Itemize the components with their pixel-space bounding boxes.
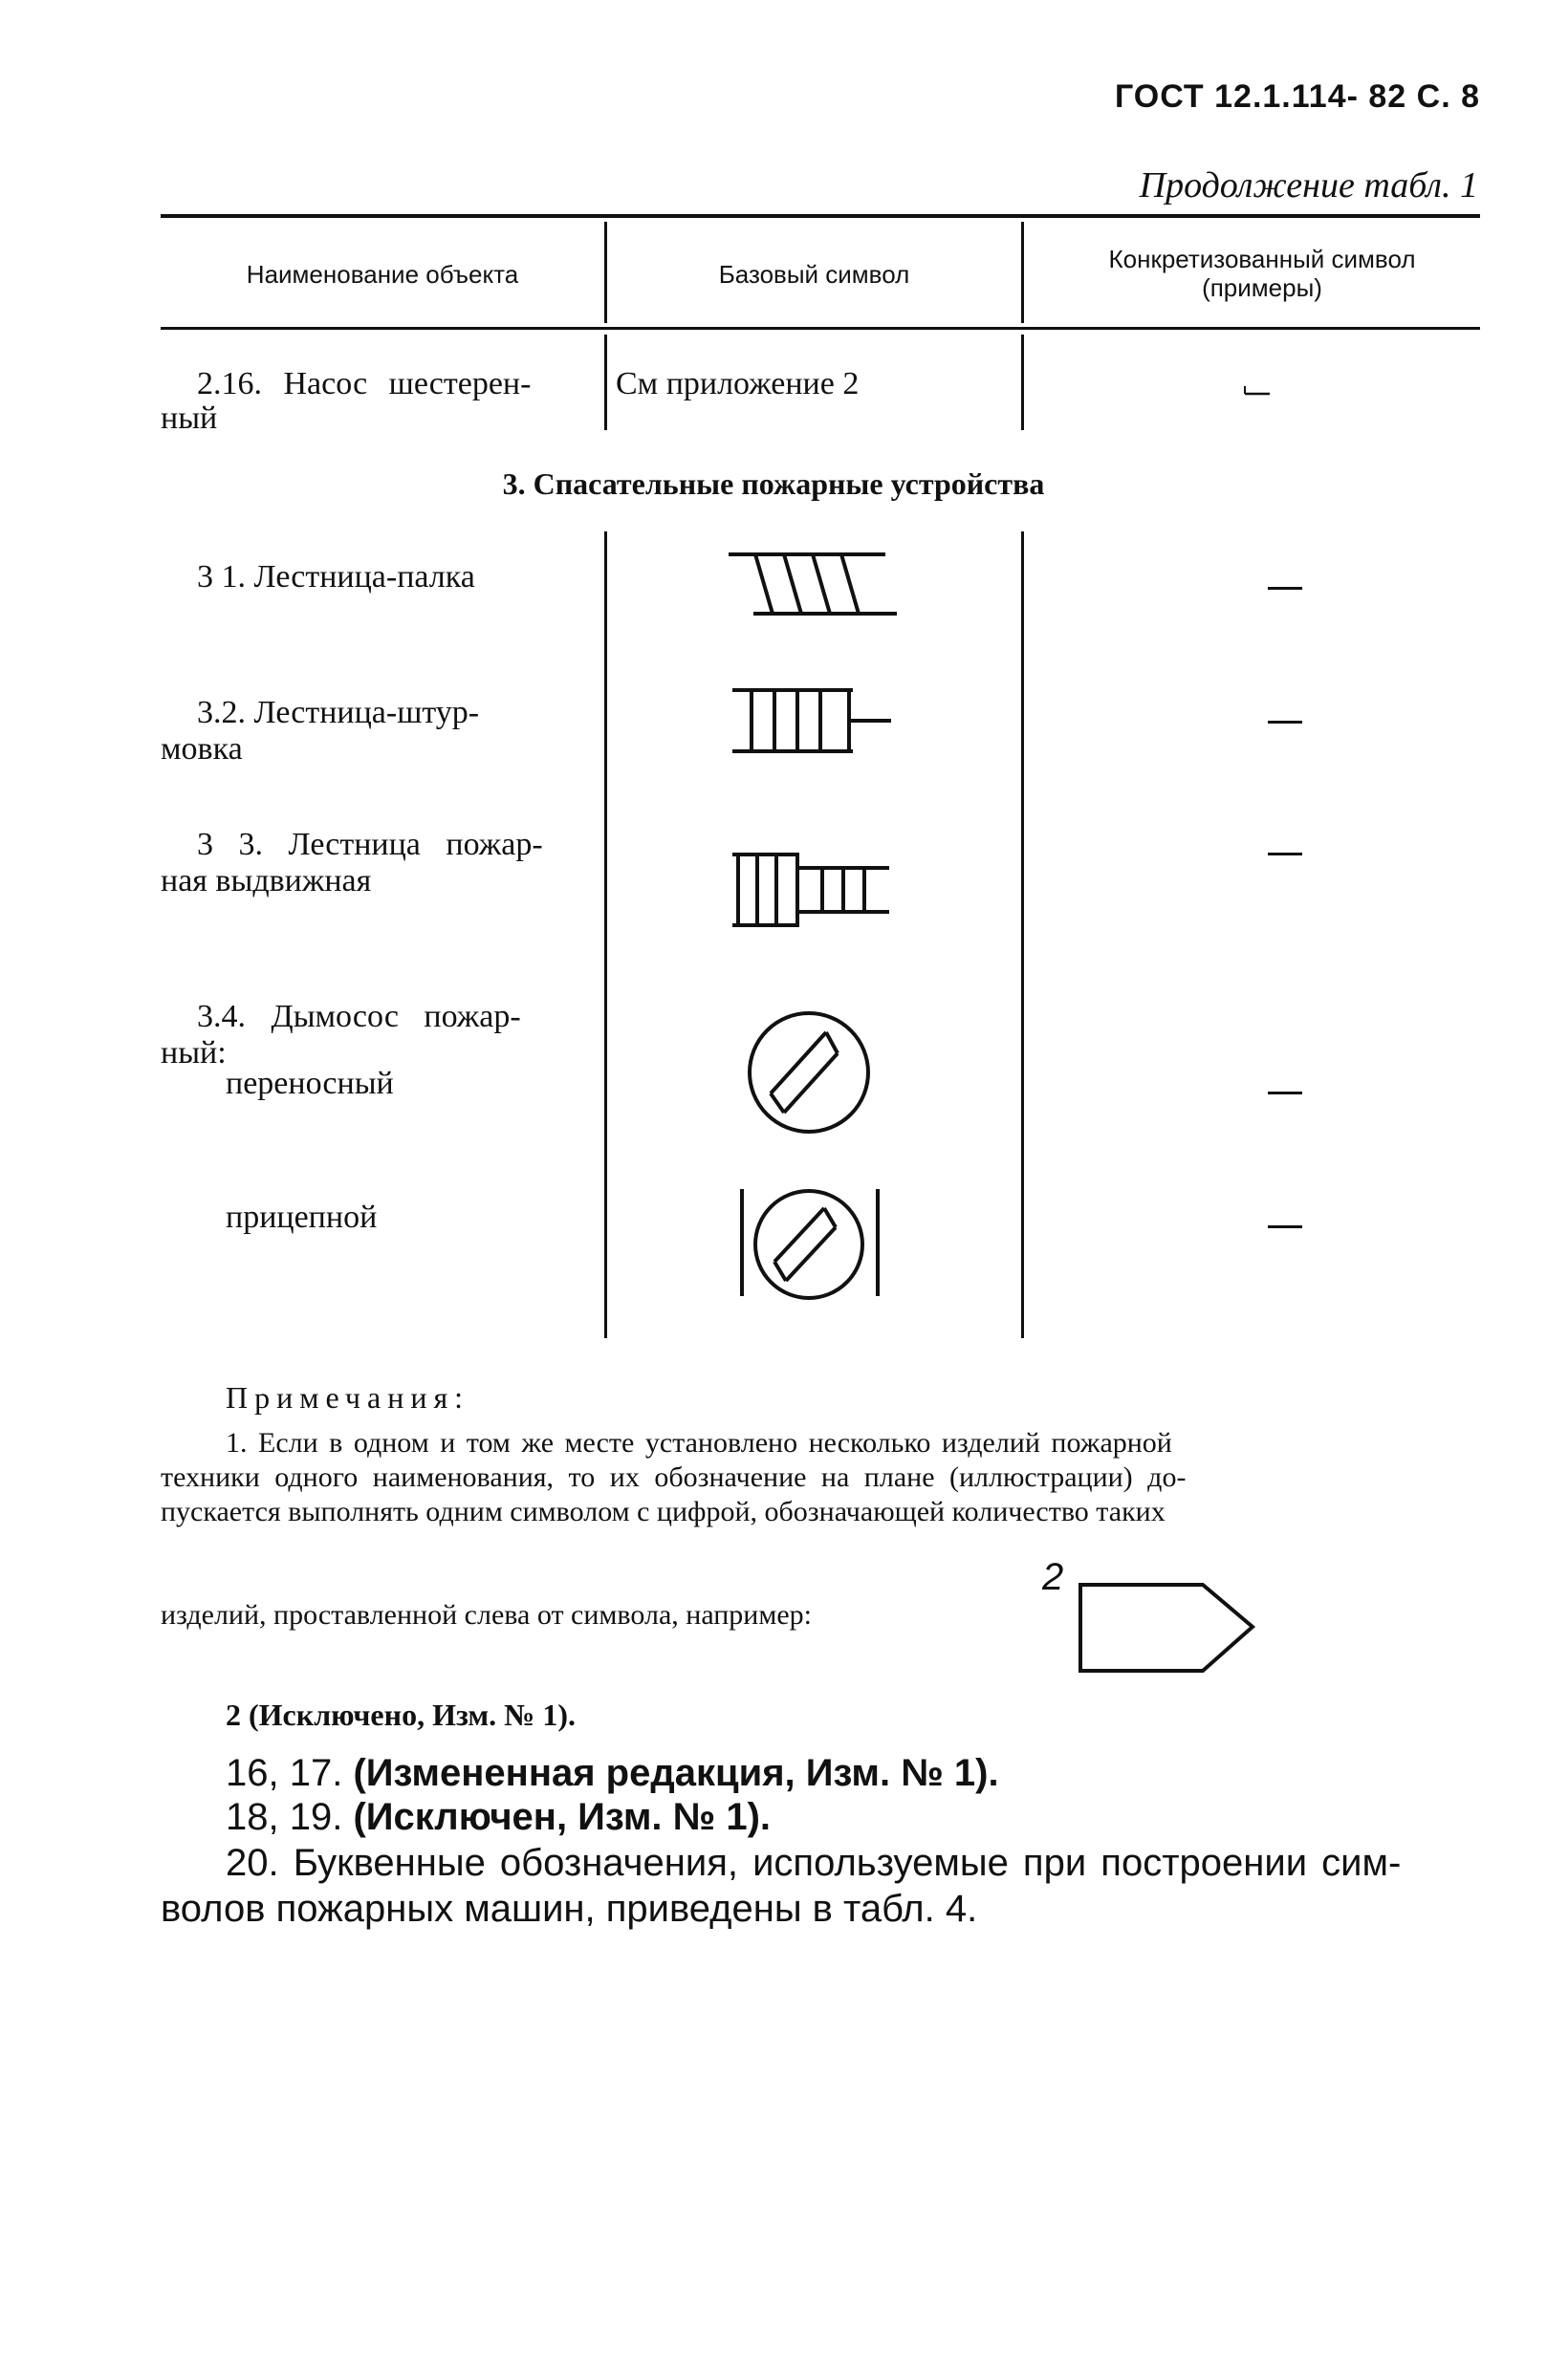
- footer-line-2-num: 18, 19.: [226, 1796, 343, 1838]
- ladder-stick-icon: [727, 551, 899, 617]
- extension-ladder-icon: [730, 849, 893, 929]
- footer-line-3: 20. Буквенные обозначения, используемые при построении сим-: [226, 1842, 1402, 1884]
- row-3-2-concrete-dash: [1268, 721, 1302, 724]
- row-2-16-name-line1: 2.16. Насос шестерен-: [197, 366, 532, 401]
- note-1-line-2: техники одного наименования, то их обозначение на плане (иллюстрации) до-: [161, 1461, 1187, 1493]
- footer-line-1-bold: (Измененная редакция, Изм. № 1).: [353, 1752, 999, 1794]
- column-divider-1-section3: [604, 531, 607, 1338]
- note-2: [226, 1698, 576, 1732]
- column-divider-2-row216: [1021, 335, 1024, 430]
- row-3-2-name-line1: 3.2. Лестница-штур-: [197, 695, 480, 730]
- row-2-16-name-line2: ный: [161, 400, 218, 436]
- row-3-3-name-line2: ная выдвижная: [161, 863, 372, 898]
- row-3-3-concrete-dash: [1268, 853, 1302, 855]
- row-2-16-base: См приложение 2: [616, 366, 860, 401]
- notes-title: Примечания:: [226, 1380, 470, 1415]
- table-continuation-label: Продолжение табл. 1: [1139, 165, 1478, 206]
- column-divider-1-row216: [604, 335, 607, 430]
- example-vehicle-symbol-icon: [1077, 1581, 1258, 1675]
- row-3-4-portable-label: переносный: [226, 1066, 394, 1101]
- note-1-line-1: 1. Если в одном и том же месте установлено несколько изделий пожарной: [226, 1427, 1172, 1459]
- example-count-number: 2: [1042, 1556, 1064, 1598]
- table-header-rule: [161, 327, 1480, 330]
- row-3-4-trailer-label: прицепной: [226, 1200, 378, 1235]
- column-header-base: Базовый символ: [718, 260, 910, 289]
- row-3-3-name-line1: 3 3. Лестница пожар-: [197, 827, 543, 862]
- row-3-1-concrete-dash: [1268, 587, 1302, 590]
- footer-line-2-bold: (Исключен, Изм. № 1).: [353, 1796, 772, 1838]
- row-2-16-concrete-dash: [1243, 384, 1272, 398]
- footer-line-4: волов пожарных машин, приведены в табл. 4.: [161, 1888, 978, 1930]
- row-3-1-name: 3 1. Лестница-палка: [197, 559, 475, 595]
- page-header: ГОСТ 12.1.114- 82 С. 8: [1114, 78, 1480, 115]
- row-3-2-name-line2: мовка: [161, 731, 243, 767]
- row-3-4-name-line2: ный:: [161, 1035, 227, 1071]
- note-1-line-3: пускается выполнять одним символом с цифрой, обозначающей количество таких: [161, 1496, 1166, 1527]
- column-header-name: Наименование объекта: [246, 260, 519, 289]
- footer-line-2: [226, 1795, 771, 1839]
- row-3-4-concrete-dash: [1268, 1092, 1302, 1094]
- row-trailer-concrete-dash: [1268, 1225, 1302, 1228]
- trailer-smoke-exhauster-icon: [736, 1183, 889, 1302]
- assault-ladder-icon: [730, 686, 893, 755]
- column-header-concrete: Конкретизованный символ (примеры): [1108, 245, 1416, 302]
- column-divider-2-section3: [1021, 531, 1024, 1338]
- row-3-4-name-line1: 3.4. Дымосос пожар-: [197, 999, 521, 1034]
- section-3-heading: 3. Спасательные пожарные устройства: [502, 466, 1045, 501]
- note-2-text: 2 (Исключено, Изм. № 1).: [226, 1698, 576, 1732]
- column-divider-2-header: [1021, 222, 1024, 323]
- footer-line-1: [226, 1751, 999, 1795]
- portable-smoke-exhauster-icon: [742, 1006, 876, 1139]
- table-top-rule: [161, 214, 1480, 218]
- note-1-line-4: изделий, проставленной слева от символа, например:: [161, 1599, 812, 1631]
- footer-line-1-num: 16, 17.: [226, 1752, 343, 1794]
